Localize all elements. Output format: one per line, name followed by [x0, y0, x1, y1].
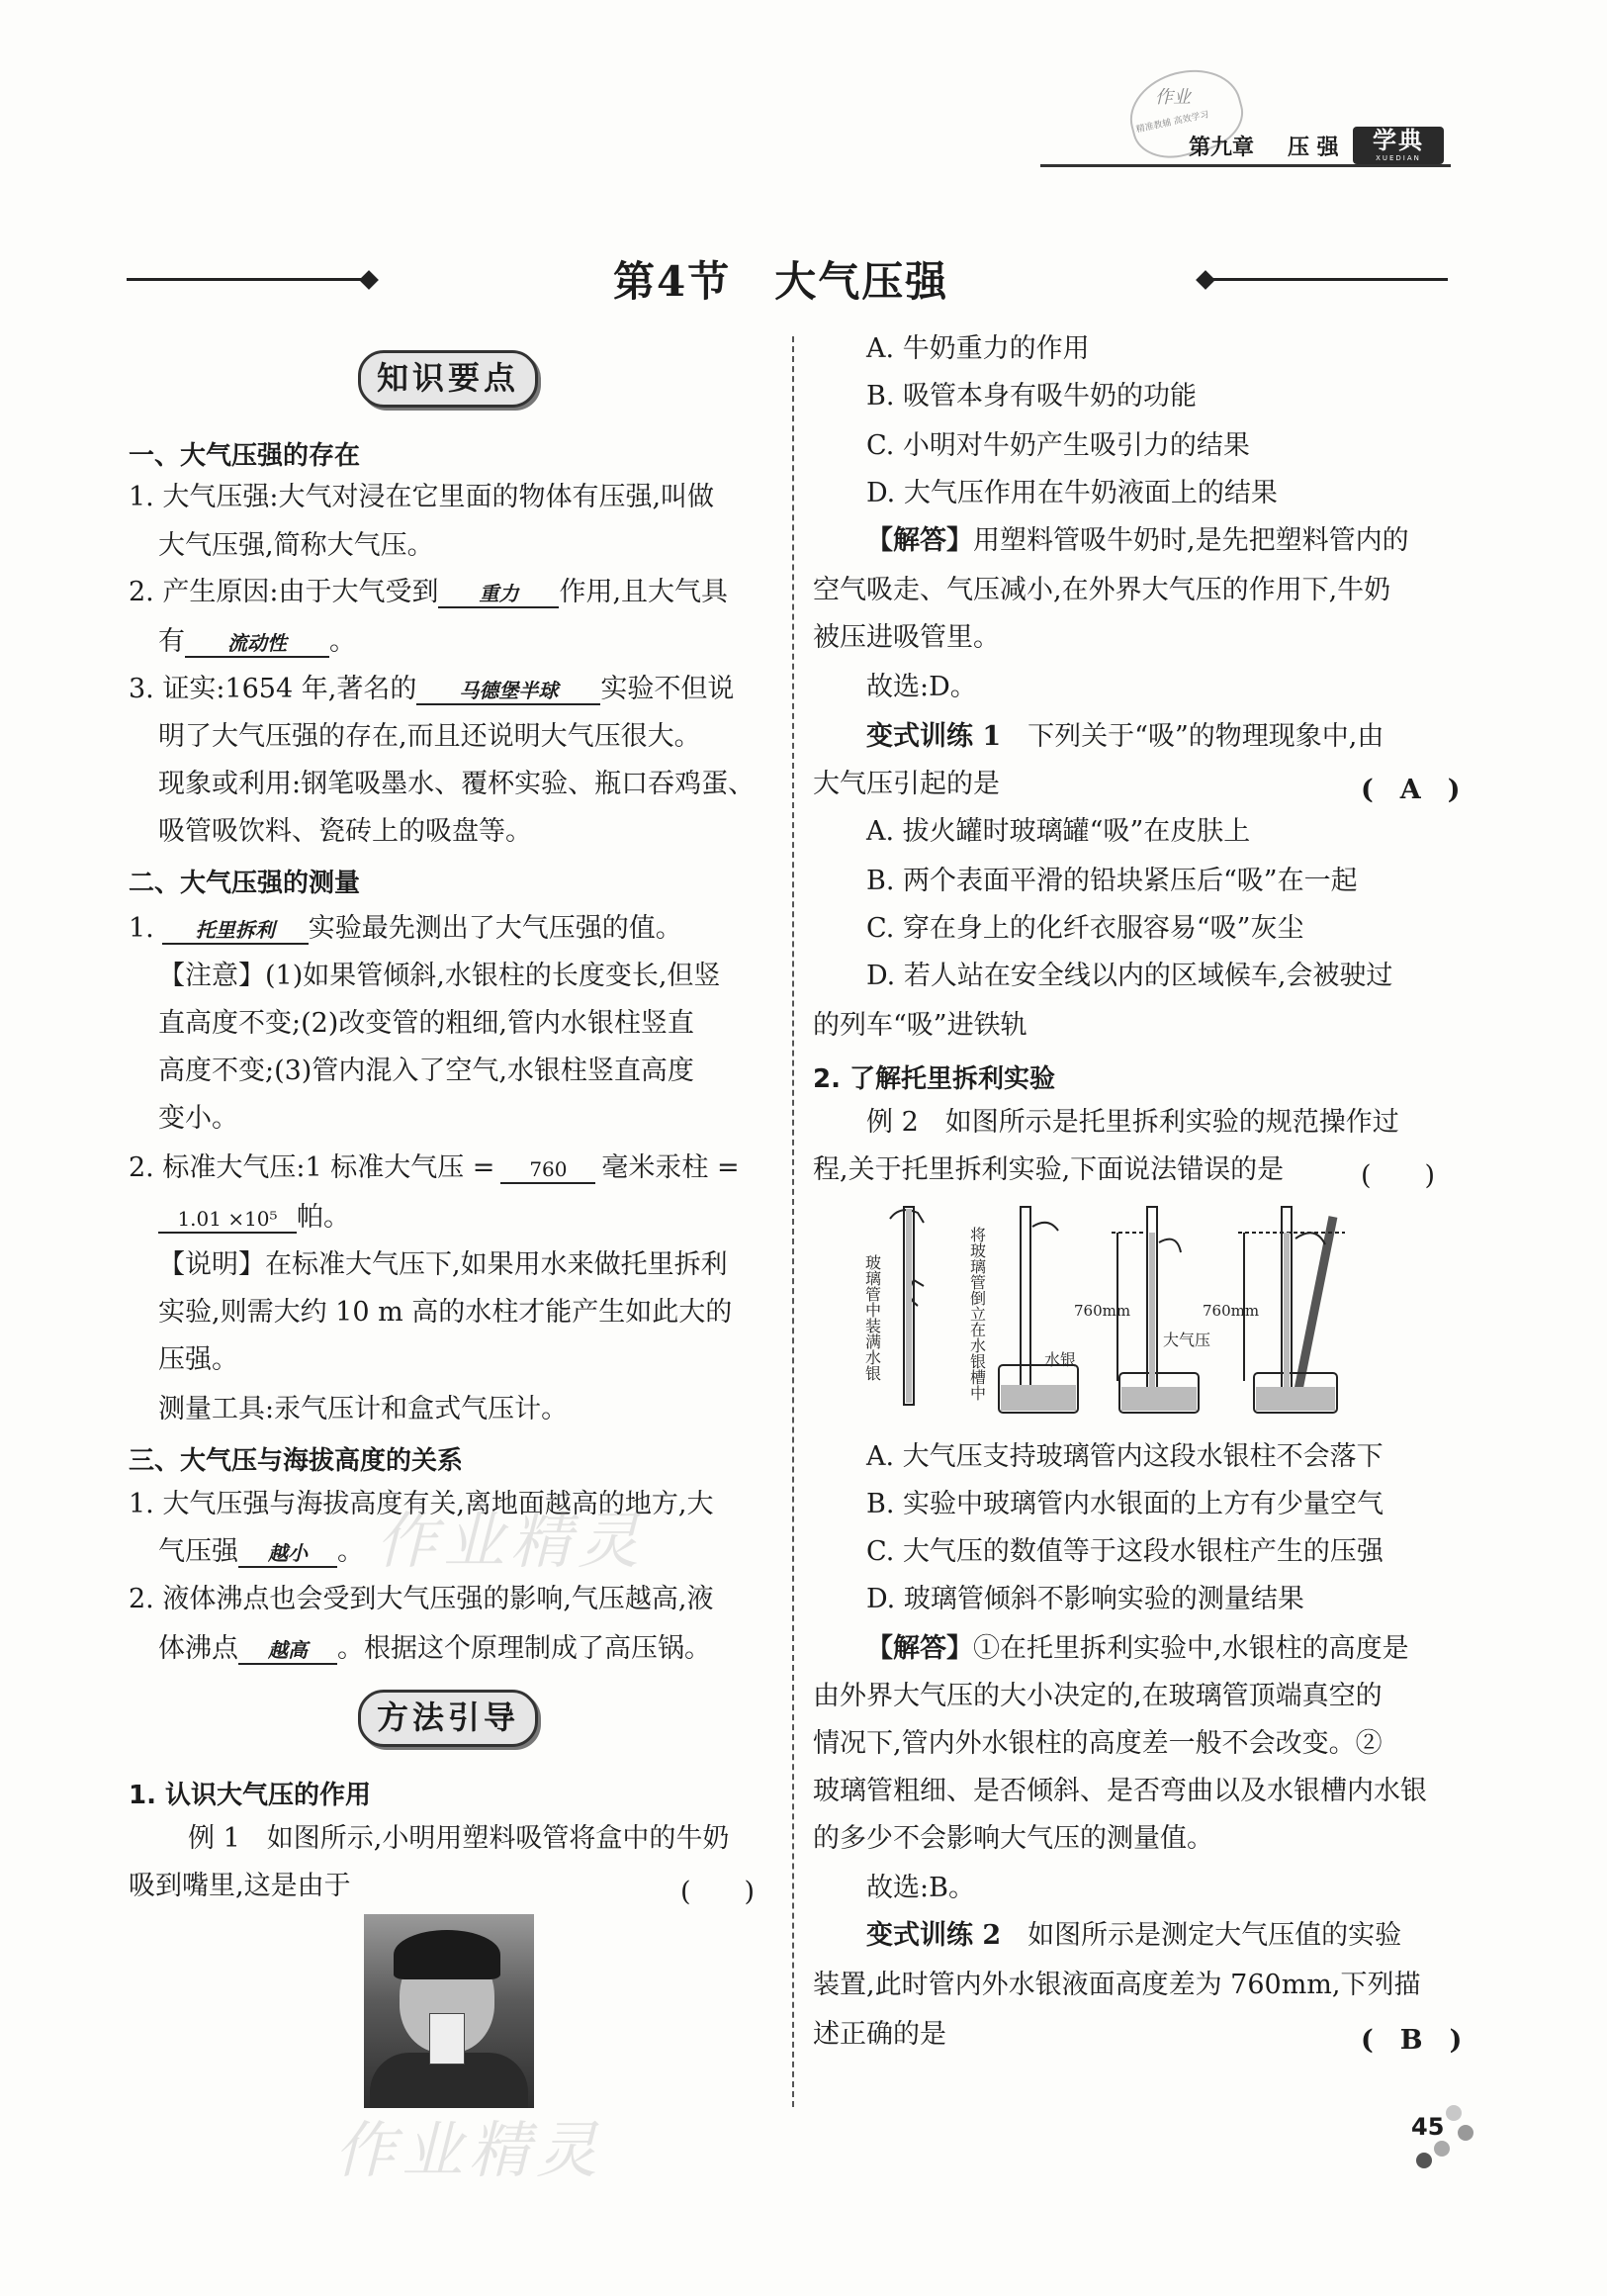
photo-boy-drinking-milk — [364, 1914, 534, 2108]
variant-1-text: 变式训练 1 下列关于“吸”的物理现象中,由 — [866, 721, 1384, 752]
solution-text: 空气吸走、气压减小,在外界大气压的作用下,牛奶 — [813, 575, 1391, 605]
text-line: 【注意】(1)如果管倾斜,水银柱的长度变长,但竖 — [158, 961, 721, 991]
answer-blank: 越小 — [238, 1540, 337, 1568]
hand-icon — [1159, 1240, 1181, 1252]
torricelli-figure — [850, 1197, 1424, 1434]
text-line: 【说明】在标准大气压下,如果用水来做托里拆利 — [158, 1249, 728, 1280]
option-a: A. 大气压支持玻璃管内这段水银柱不会落下 — [866, 1441, 1384, 1472]
section-badge-knowledge: 知识要点 — [358, 350, 538, 408]
answer-blank: 流动性 — [185, 630, 329, 658]
hand-icon — [1032, 1223, 1058, 1231]
figure-label: 玻璃管中装满水银 — [862, 1254, 882, 1381]
solution-text: 情况下,管内外水银柱的高度差一般不会改变。② — [813, 1728, 1383, 1759]
heading-method-1: 1. 认识大气压的作用 — [129, 1781, 372, 1810]
option-b: B. 实验中玻璃管内水银面的上方有少量空气 — [866, 1489, 1384, 1519]
brand-logo — [1353, 127, 1444, 164]
logo-text: 作业 — [1155, 87, 1191, 108]
brand-sub: XUEDIAN — [1376, 154, 1421, 162]
watermark: 作业精灵 — [376, 1505, 646, 1577]
solution-text: 被压进吸管里。 — [813, 622, 1000, 653]
text-line: 有 流动性 。 — [158, 626, 356, 657]
figure-label: 760mm — [1203, 1302, 1260, 1320]
text-line: 1. 托里拆利 实验最先测出了大气压强的值。 — [129, 913, 682, 944]
answer-blank: 越高 — [238, 1637, 337, 1665]
example-2-text: 程,关于托里拆利实验,下面说法错误的是 — [813, 1154, 1285, 1185]
solution-text: 的多少不会影响大气压的测量值。 — [813, 1823, 1213, 1854]
brand-name: 学典 — [1373, 127, 1424, 154]
text-line: 高度不变;(3)管内混入了空气,水银柱竖直高度 — [158, 1056, 694, 1086]
heading-method-2: 2. 了解托里拆利实验 — [813, 1064, 1056, 1094]
option-a: A. 牛奶重力的作用 — [866, 333, 1090, 364]
answer-paren: ( A ) — [1361, 775, 1461, 805]
figure-label: 将玻璃管倒立在水银槽中 — [967, 1227, 987, 1401]
text-line: 2. 产生原因:由于大气受到 重力 作用,且大气具 — [129, 577, 729, 607]
answer-blank: 马德堡半球 — [416, 678, 600, 705]
option-c: C. 穿在身上的化纤衣服容易“吸”灰尘 — [866, 913, 1304, 944]
variant-2-text: 装置,此时管内外水银液面高度差为 760mm,下列描 — [813, 1970, 1421, 2000]
text-line: 明了大气压强的存在,而且还说明大气压很大。 — [158, 721, 701, 752]
answer-blank: 托里拆利 — [162, 917, 309, 945]
option-d: D. 若人站在安全线以内的区域候车,会被驶过 — [866, 961, 1393, 991]
answer-blank: 1.01 ×10⁵ — [158, 1206, 297, 1234]
hex-decoration — [1446, 2105, 1462, 2121]
page-number: 45 — [1411, 2113, 1445, 2141]
page-title: 第4节 大气压强 — [613, 257, 949, 306]
option-c: C. 大气压的数值等于这段水银柱产生的压强 — [866, 1536, 1384, 1567]
title-rule-right — [1208, 278, 1448, 281]
text-line: 现象或利用:钢笔吸墨水、覆杯实验、瓶口吞鸡蛋、 — [158, 769, 756, 799]
milk-carton — [429, 2013, 465, 2065]
option-d: D. 玻璃管倾斜不影响实验的测量结果 — [866, 1584, 1304, 1614]
text-line: 体沸点 越高 。根据这个原理制成了高压锅。 — [158, 1633, 711, 1664]
answer-paren: ( ) — [1361, 1160, 1436, 1191]
answer-paren: ( B ) — [1361, 2025, 1463, 2056]
choice-text: 故选:B。 — [866, 1873, 975, 1903]
title-rule-left — [127, 278, 366, 281]
variant-2-text: 述正确的是 — [813, 2019, 946, 2050]
column-divider — [792, 336, 794, 2107]
text-line: 1. 大气压强:大气对浸在它里面的物体有压强,叫做 — [129, 482, 715, 512]
text-line: 大气压强,简称大气压。 — [158, 530, 434, 561]
figure-label: 大气压 — [1163, 1331, 1211, 1349]
text-line: 实验,则需大约 10 m 高的水柱才能产生如此大的 — [158, 1297, 733, 1328]
solution-text: 【解答】①在托里拆利实验中,水银柱的高度是 — [866, 1633, 1409, 1664]
variant-1-text: 大气压引起的是 — [813, 769, 1000, 799]
option-b: B. 吸管本身有吸牛奶的功能 — [866, 381, 1198, 412]
text-line: 直高度不变;(2)改变管的粗细,管内水银柱竖直 — [158, 1008, 694, 1039]
option-c: C. 小明对牛奶产生吸引力的结果 — [866, 430, 1250, 461]
example-2-text: 例 2 如图所示是托里拆利实验的规范操作过 — [866, 1107, 1399, 1138]
text-line: 1.01 ×10⁵ 帕。 — [158, 1201, 350, 1235]
answer-paren: ( ) — [680, 1877, 756, 1907]
text-line: 吸管吸饮料、瓷砖上的吸盘等。 — [158, 816, 532, 847]
hex-decoration — [1434, 2141, 1450, 2157]
option-d-cont: 的列车“吸”进铁轨 — [813, 1010, 1027, 1041]
figure-label: 760mm — [1074, 1302, 1131, 1320]
heading-measurement: 二、大气压强的测量 — [129, 869, 361, 898]
text-line: 压强。 — [158, 1344, 238, 1375]
text-line: 测量工具:汞气压计和盒式气压计。 — [158, 1394, 569, 1424]
diamond-icon — [359, 270, 379, 290]
option-d: D. 大气压作用在牛奶液面上的结果 — [866, 478, 1278, 508]
solution-text: 【解答】用塑料管吸牛奶时,是先把塑料管内的 — [866, 525, 1409, 556]
solution-text: 由外界大气压的大小决定的,在玻璃管顶端真空的 — [813, 1681, 1383, 1711]
watermark: 作业精灵 — [334, 2114, 604, 2186]
text-line: 变小。 — [158, 1103, 238, 1134]
hand-icon — [1295, 1233, 1325, 1244]
text-line: 2. 标准大气压:1 标准大气压 = 760 毫米汞柱 = — [129, 1152, 740, 1183]
chapter-label: 第九章 — [1189, 136, 1255, 160]
example-1-text: 例 1 如图所示,小明用塑料吸管将盒中的牛奶 — [188, 1823, 730, 1854]
choice-text: 故选:D。 — [866, 672, 977, 702]
variant-2-text: 变式训练 2 如图所示是测定大气压值的实验 — [866, 1920, 1402, 1951]
hex-decoration — [1416, 2153, 1432, 2168]
logo-subtext: 精准教辅 高效学习 — [1135, 110, 1210, 136]
header-rule — [1040, 164, 1451, 167]
subject-label: 压 强 — [1288, 136, 1339, 160]
heading-existence: 一、大气压强的存在 — [129, 441, 361, 471]
text-line: 1. 大气压强与海拔高度有关,离地面越高的地方,大 — [129, 1489, 714, 1519]
hex-decoration — [1458, 2125, 1473, 2141]
text-line: 气压强 越小 。 — [158, 1536, 364, 1567]
option-a: A. 拔火罐时玻璃罐“吸”在皮肤上 — [866, 816, 1251, 847]
solution-text: 玻璃管粗细、是否倾斜、是否弯曲以及水银槽内水银 — [813, 1776, 1427, 1806]
section-badge-method: 方法引导 — [358, 1690, 538, 1747]
text-line: 2. 液体沸点也会受到大气压强的影响,气压越高,液 — [129, 1584, 714, 1614]
option-b: B. 两个表面平滑的铅块紧压后“吸”在一起 — [866, 866, 1358, 896]
answer-blank: 760 — [500, 1156, 595, 1184]
text-line: 3. 证实:1654 年,著名的 马德堡半球 实验不但说 — [129, 674, 735, 704]
example-1-text: 吸到嘴里,这是由于 — [129, 1871, 351, 1901]
figure-label: 水银 — [1044, 1350, 1077, 1369]
answer-blank: 重力 — [438, 581, 559, 608]
heading-altitude: 三、大气压与海拔高度的关系 — [129, 1446, 464, 1476]
